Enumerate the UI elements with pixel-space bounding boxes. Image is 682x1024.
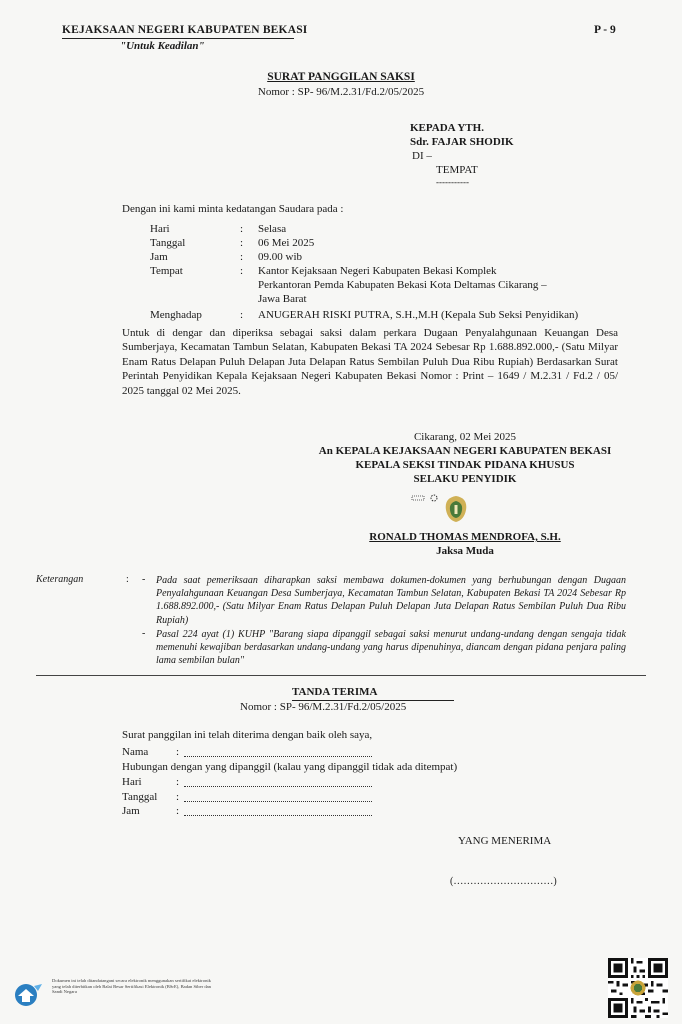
recipient-to: KEPADA YTH. [410,122,484,134]
notes-colon: : [126,574,129,585]
signature-line-3: SELAKU PENYIDIK [413,473,517,485]
detail-label-day: Hari [150,223,170,235]
signature-line-2: KEPALA SEKSI TINDAK PIDANA KHUSUS [355,459,575,471]
letter-number: Nomor : SP- 96/M.2.31/Fd.2/05/2025 [257,86,425,98]
detail-value-time: 09.00 wib [258,251,302,263]
organization-name: KEJAKSAAN NEGERI KABUPATEN BEKASI [62,24,308,36]
recipient-name: Sdr. FAJAR SHODIK [410,136,514,148]
recipient-place-line: ----------- [436,177,469,187]
e-signature-note: Dokumen ini telah ditandatangani secara elektronik menggunakan sertifikat elektronik yang telah diterbitkan oleh Balai Besar Sertifikasi Elektronik (BSrE), Badan Siber dan Sandi Negara [52,978,211,995]
notes-bullet: - [142,628,146,639]
intro-text: Dengan ini kami minta kedatangan Saudara pada : [122,203,344,215]
receipt-colon: : [176,776,180,788]
receipt-colon: : [176,746,180,758]
summons-paragraph: Untuk di dengar dan diperiksa sebagai saksi dalam perkara Dugaan Penyalahgunaan Keuangan Desa Sumberjaya, Kecamatan Tambun Selatan, Kabupaten Bekasi TA 2024 Sebesar Rp 1.688.892.000,- (Satu Milyar Enam Ratus Delapan Puluh Delapan Juta Delapan Ratus Sembilan Puluh Dua Ribu Rupiah) Berdasarkan Surat Perintah Penyidikan Kepala Kejaksaan Negeri Kabupaten Bekasi Nomor : Print – 1649 / M.2.31 / Fd.2 / 05/ 2025 tanggal 02 Mei 2025. [122,327,618,397]
receipt-day-field[interactable] [184,778,372,787]
detail-colon: : [240,223,244,235]
detail-colon: : [240,251,244,263]
detail-value-day: Selasa [258,223,287,235]
detail-value-place-line-1: Kantor Kejaksaan Negeri Kabupaten Bekasi Komplek [258,265,497,277]
receipt-number: Nomor : SP- 96/M.2.31/Fd.2/05/2025 [240,701,407,713]
receipt-time-label: Jam [122,805,140,817]
receipt-date-label: Tanggal [122,791,158,803]
detail-value-place-line-2: Perkantoran Pemda Kabupaten Bekasi Kota Deltamas Cikarang – [258,279,547,291]
receipt-title: TANDA TERIMA [292,686,454,701]
detail-colon: : [240,265,244,277]
signature-emblem-icon [410,490,470,524]
detail-colon: : [240,309,244,321]
signatory-name: RONALD THOMAS MENDROFA, S.H. [369,531,561,543]
letter-title: SURAT PANGGILAN SAKSI [267,71,415,83]
detail-colon: : [240,237,244,249]
bsre-logo-icon [10,980,46,1008]
organization-motto: "Untuk Keadilan" [120,40,205,52]
detail-value-appear-before: ANUGERAH RISKI PUTRA, S.H.,M.H (Kepala Sub Seksi Penyidikan) [258,309,579,321]
receipt-colon: : [176,791,180,803]
receipt-time-field[interactable] [184,807,372,816]
signature-line-1: An KEPALA KEJAKSAAN NEGERI KABUPATEN BEKASI [318,445,612,457]
detail-label-time: Jam [150,251,168,263]
detail-value-place-line-3: Jawa Barat [258,293,307,305]
qr-code-icon [608,958,668,1018]
receipt-day-label: Hari [122,776,142,788]
notes-bullet: - [142,574,146,585]
notes-label: Keterangan [36,574,84,585]
receipt-statement: Surat panggilan ini telah diterima dengan baik oleh saya, [122,729,373,741]
receipt-name-label: Nama [122,746,149,758]
detail-value-date: 06 Mei 2025 [258,237,315,249]
signature-place-date: Cikarang, 02 Mei 2025 [413,431,517,443]
detail-label-date: Tanggal [150,237,186,249]
receipt-colon: : [176,805,180,817]
header-underline [62,38,294,39]
receipt-date-field[interactable] [184,793,372,802]
receiver-signature-blank: (…………………………) [450,876,557,887]
receipt-name-field[interactable] [184,748,372,757]
receipt-relation-text: Hubungan dengan yang dipanggil (kalau yang dipanggil tidak ada ditempat) [122,761,458,773]
detail-label-place: Tempat [150,265,183,277]
section-divider [36,675,646,676]
signatory-rank: Jaksa Muda [436,545,494,557]
recipient-place: TEMPAT [436,164,478,176]
detail-label-appear-before: Menghadap [150,309,202,321]
notes-item-legal-article: Pasal 224 ayat (1) KUHP "Barang siapa dipanggil sebagai saksi menurut undang-undang dengan sengaja tidak memenuhi kewajiban berdasarkan undang-undang yang harus dipenuhinya, diancam dengan pidana penjara paling lama sembilan bulan" [156,629,626,667]
notes-item-documents: Pada saat pemeriksaan diharapkan saksi membawa dokumen-dokumen yang berhubungan dengan Dugaan Penyalahgunaan Keuangan Desa Sumberjaya, Kecamatan Tambun Selatan, Kabupaten Bekasi TA 2024 Sebesar Rp 1.688.892.000,- (Satu Milyar Enam Ratus Delapan Puluh Delapan Juta Delapan Ratus Sembilan Puluh Dua Ribu Rupiah) [156,575,626,626]
page-code: P - 9 [594,24,616,36]
recipient-di: DI – [412,150,432,162]
receiver-label: YANG MENERIMA [458,835,552,847]
